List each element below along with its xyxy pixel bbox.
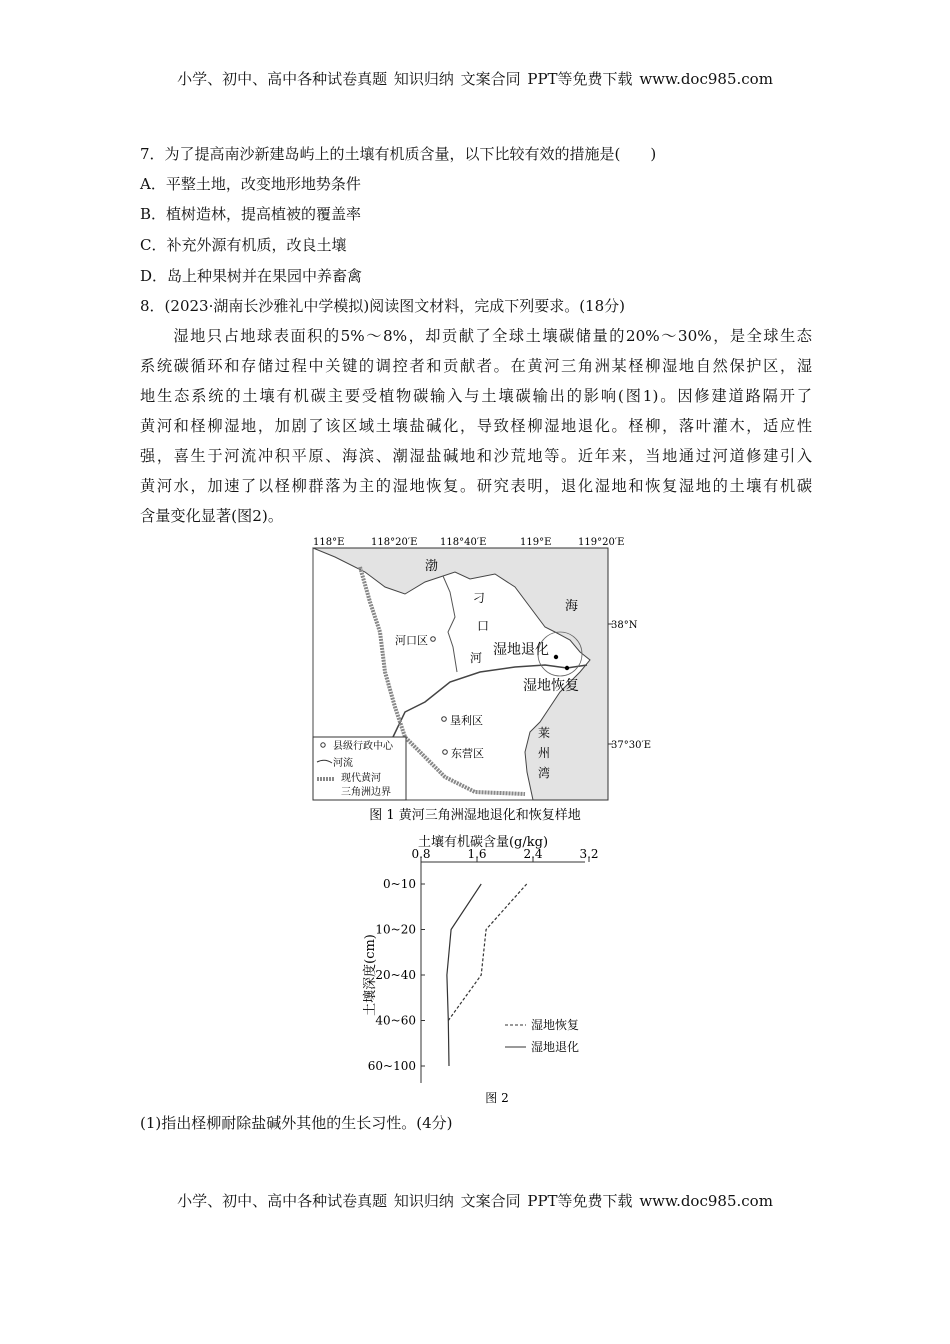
legend-label: 三角洲边界: [341, 787, 391, 798]
y-tick-label: 40~60: [375, 1013, 416, 1028]
y-tick-label: 0~10: [383, 877, 416, 891]
legend-degraded-label: 湿地退化: [531, 1040, 580, 1054]
question-8-stem: 8．(2023·湖南长沙雅礼中学模拟)阅读图文材料，完成下列要求。(18分): [140, 297, 625, 315]
town-label: 河口区: [395, 634, 428, 647]
page-footer: 小学、初中、高中各种试卷真题 知识归纳 文案合同 PPT等免费下载 www.doc985.com: [177, 1192, 773, 1210]
town-label: 垦利区: [450, 714, 483, 727]
legend-label: 河流: [333, 758, 353, 769]
paragraph-line: 含量变化显著(图2)。: [140, 507, 284, 525]
figure-1-caption: 图 1 黄河三角洲湿地退化和恢复样地: [369, 808, 581, 823]
figure-2-caption: 图 2: [485, 1091, 509, 1105]
degraded-site-dot: [554, 655, 558, 659]
sea-label: 渤: [425, 559, 439, 574]
river-label: 口: [477, 619, 490, 633]
legend-label: 县级行政中心: [333, 741, 393, 752]
option-c: C．补充外源有机质，改良土壤: [140, 236, 347, 254]
bay-label: 莱: [538, 726, 551, 740]
series-line-degraded: [447, 884, 481, 1066]
x-tick-label: 1.6: [467, 847, 487, 861]
paragraph-line: 地生态系统的土壤有机碳主要受植物碳输入与土壤碳输出的影响(图1)。因修建道路隔开了: [140, 387, 812, 405]
paragraph-line: 黄河水，加速了以柽柳群落为主的湿地恢复。研究表明，退化湿地和恢复湿地的土壤有机碳: [140, 477, 812, 495]
x-tick-label: 2.4: [523, 847, 543, 861]
degraded-site-label: 湿地退化: [493, 642, 549, 658]
option-b: B．植树造林，提高植被的覆盖率: [140, 205, 362, 223]
x-tick-label: 0.8: [411, 847, 431, 861]
option-d: D．岛上种果树并在果园中养畜禽: [140, 267, 363, 285]
x-tick-label: 3.2: [579, 847, 599, 861]
question-7-stem: 7．为了提高南沙新建岛屿上的土壤有机质含量，以下比较有效的措施是( ): [140, 145, 657, 163]
paragraph-line: 系统碳循环和存储过程中关键的调控者和贡献者。在黄河三角洲某柽柳湿地自然保护区，湿: [140, 357, 812, 375]
lon-label: 118°20′E: [371, 537, 418, 548]
y-tick-label: 10~20: [375, 922, 416, 937]
y-tick-label: 60~100: [367, 1059, 416, 1073]
paragraph-line: 黄河和柽柳湿地，加剧了该区域土壤盐碱化，导致柽柳湿地退化。柽柳，落叶灌木，适应性: [140, 417, 812, 435]
series-line-restored: [448, 884, 526, 1021]
figure-2-chart: [350, 830, 610, 1110]
legend-label: 现代黄河: [341, 773, 381, 784]
lon-label: 118°40′E: [440, 537, 487, 548]
river-label: 刁: [473, 591, 486, 605]
sea-label: 海: [565, 599, 579, 614]
chart-title: 土壤有机碳含量(g/kg): [417, 835, 549, 850]
lon-label: 118°E: [313, 537, 345, 548]
figure-1-map: [305, 532, 652, 827]
legend-restored-label: 湿地恢复: [531, 1018, 580, 1032]
lon-label: 119°E: [520, 537, 552, 548]
bay-label: 湾: [538, 766, 551, 780]
y-axis-label: 土壤深度(cm): [363, 934, 378, 1016]
y-tick-label: 20~40: [375, 968, 416, 982]
lon-label: 119°20′E: [578, 537, 625, 548]
town-label: 东营区: [451, 747, 484, 760]
restored-site-dot: [565, 666, 569, 670]
river-label: 河: [470, 651, 483, 665]
paragraph-line: 强，喜生于河流冲积平原、海滨、潮湿盐碱地和沙荒地等。近年来，当地通过河道修建引入: [140, 447, 812, 465]
bay-label: 州: [538, 746, 551, 760]
page-header: 小学、初中、高中各种试卷真题 知识归纳 文案合同 PPT等免费下载 www.doc985.com: [177, 70, 773, 88]
restored-site-label: 湿地恢复: [523, 678, 579, 694]
material-paragraph: [140, 321, 812, 531]
lat-label: 37°30′E: [611, 740, 652, 751]
subquestion-1: (1)指出柽柳耐除盐碱外其他的生长习性。(4分): [140, 1114, 453, 1132]
option-a: A．平整土地，改变地形地势条件: [140, 175, 361, 193]
lat-label: 38°N: [611, 620, 638, 631]
paragraph-line: 湿地只占地球表面积的5%～8%，却贡献了全球土壤碳储量的20%～30%，是全球生态: [140, 327, 812, 345]
